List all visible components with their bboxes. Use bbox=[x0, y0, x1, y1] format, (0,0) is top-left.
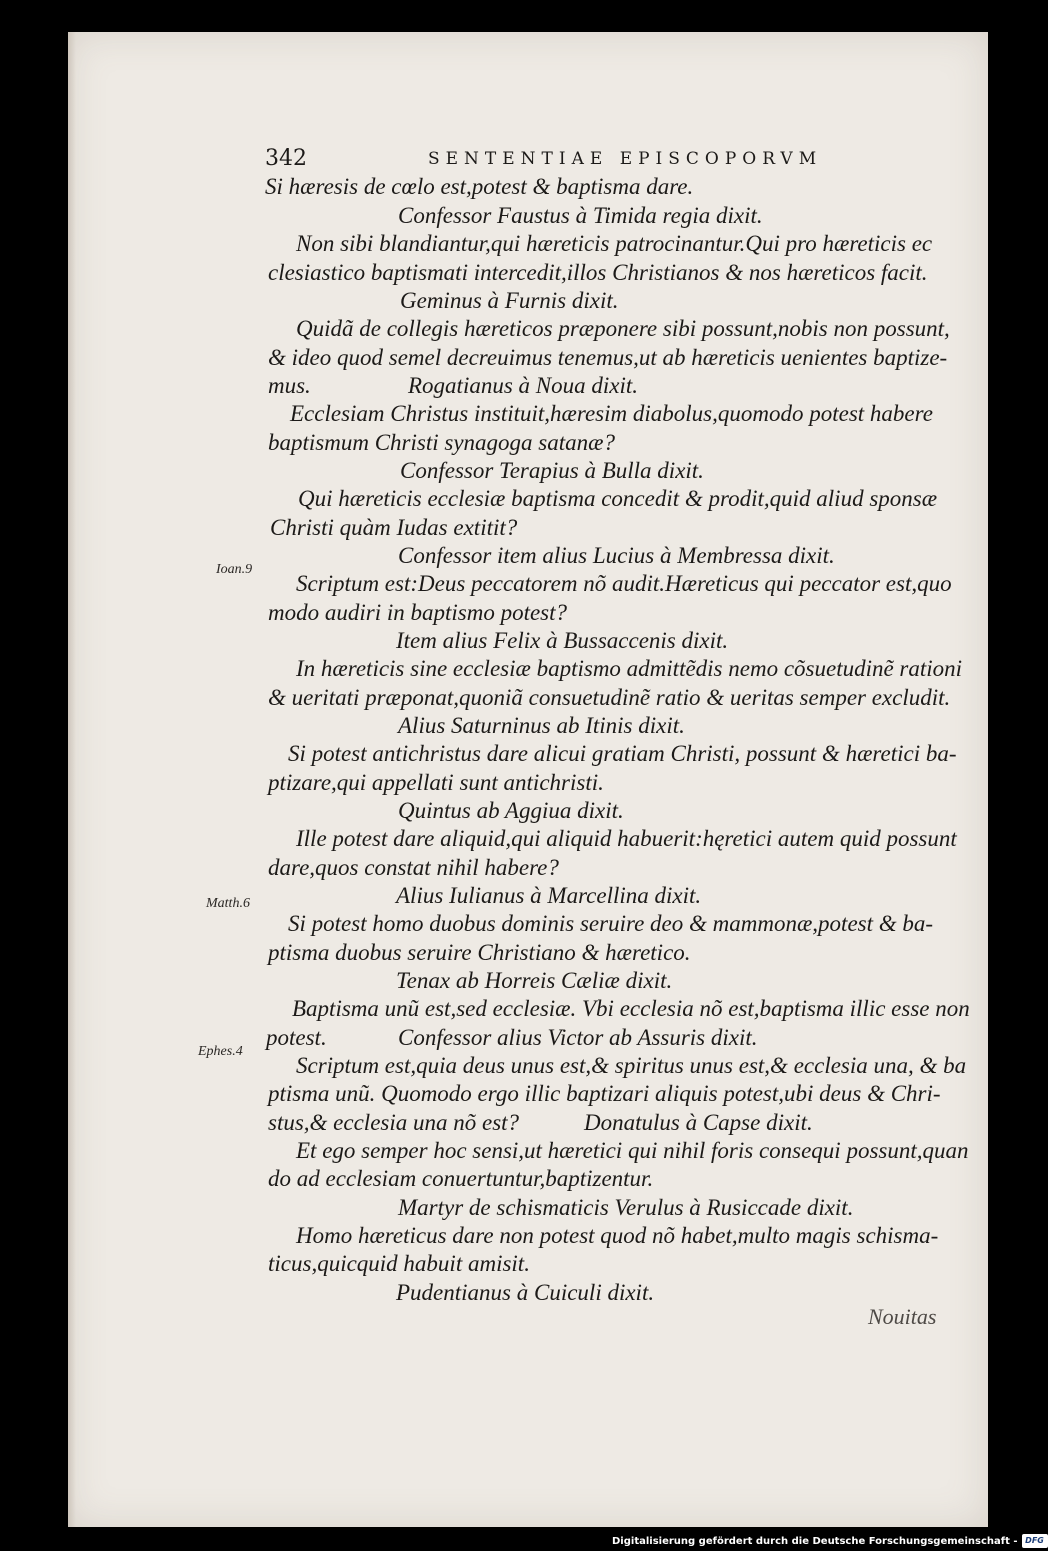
text-line: stus,& ecclesia una nõ est? bbox=[268, 1110, 520, 1135]
speaker-line: Tenax ab Horreis Cæliæ dixit. bbox=[396, 968, 673, 993]
text-line: In hæreticis sine ecclesiæ baptismo admittẽdis nemo cõsuetudinẽ rationi bbox=[296, 656, 963, 681]
text-line: ptizare,qui appellati sunt antichristi. bbox=[268, 770, 604, 795]
funding-text: Digitalisierung gefördert durch die Deutsche Forschungsgemeinschaft - bbox=[612, 1535, 1018, 1547]
text-line: Si hæresis de cœlo est,potest & baptisma dare. bbox=[265, 174, 694, 199]
speaker-line: Confessor alius Victor ab Assuris dixit. bbox=[398, 1025, 758, 1050]
speaker-line: Geminus à Furnis dixit. bbox=[400, 288, 619, 313]
text-line: baptismum Christi synagoga satanæ? bbox=[268, 430, 615, 455]
funding-footer bbox=[612, 1531, 1048, 1551]
text-line: Baptisma unũ est,sed ecclesiæ. Vbi ecclesia nõ est,baptisma illic esse non bbox=[292, 996, 970, 1021]
text-line: Non sibi blandiantur,qui hæreticis patrocinantur.Qui pro hæreticis ec bbox=[296, 231, 933, 256]
speaker-line: Confessor Terapius à Bulla dixit. bbox=[400, 458, 704, 483]
catchword: Nouitas bbox=[868, 1304, 937, 1329]
text-line: clesiastico baptismati intercedit,illos Christianos & nos hæreticos facit. bbox=[268, 260, 928, 285]
dfg-logo bbox=[1022, 1534, 1048, 1548]
speaker-line: Rogatianus à Noua dixit. bbox=[408, 373, 638, 398]
speaker-line: Pudentianus à Cuiculi dixit. bbox=[396, 1280, 655, 1305]
text-line: Et ego semper hoc sensi,ut hæretici qui nihil foris consequi possunt,quan bbox=[296, 1138, 969, 1163]
margin-note-ioan: Ioan.9 bbox=[216, 562, 253, 577]
text-line: Si potest homo duobus dominis seruire deo & mammonæ,potest & ba- bbox=[288, 911, 934, 936]
speaker-line: Donatulus à Capse dixit. bbox=[584, 1110, 813, 1135]
text-line: Homo hæreticus dare non potest quod nõ habet,multo magis schisma- bbox=[296, 1223, 939, 1248]
text-line: ptisma duobus seruire Christiano & hæretico. bbox=[268, 940, 691, 965]
speaker-line: Alius Iulianus à Marcellina dixit. bbox=[396, 883, 702, 908]
text-line: Quidã de collegis hæreticos præponere sibi possunt,nobis non possunt, bbox=[296, 316, 950, 341]
speaker-line: Confessor Faustus à Timida regia dixit. bbox=[398, 203, 763, 228]
margin-note-matth: Matth.6 bbox=[206, 896, 250, 911]
text-line: ticus,quicquid habuit amisit. bbox=[268, 1251, 530, 1276]
speaker-line: Confessor item alius Lucius à Membressa dixit. bbox=[398, 543, 835, 568]
text-line: Ille potest dare aliquid,qui aliquid habuerit:hęretici autem quid possunt bbox=[296, 826, 957, 851]
text-line: ptisma unũ. Quomodo ergo illic baptizari aliquis potest,ubi deus & Chri- bbox=[268, 1081, 941, 1106]
text-line: Scriptum est:Deus peccatorem nõ audit.Hæreticus qui peccator est,quo bbox=[296, 571, 952, 596]
speaker-line: Martyr de schismaticis Verulus à Rusiccade dixit. bbox=[398, 1195, 854, 1220]
dfg-logo-letters: DFG bbox=[1025, 1536, 1044, 1545]
text-line: modo audiri in baptismo potest? bbox=[268, 600, 568, 625]
speaker-line: Alius Saturninus ab Itinis dixit. bbox=[398, 713, 685, 738]
page-number: 342 bbox=[265, 146, 307, 171]
text-line: Si potest antichristus dare alicui gratiam Christi, possunt & hæretici ba- bbox=[288, 741, 957, 766]
text-line: Scriptum est,quia deus unus est,& spiritus unus est,& ecclesia una, & ba bbox=[296, 1053, 967, 1078]
speaker-line: Quintus ab Aggiua dixit. bbox=[398, 798, 624, 823]
text-line: & ideo quod semel decreuimus tenemus,ut ab hæreticis uenientes baptize- bbox=[268, 345, 948, 370]
margin-note-ephes: Ephes.4 bbox=[198, 1044, 243, 1059]
text-line: potest. bbox=[266, 1025, 327, 1050]
text-line: Qui hæreticis ecclesiæ baptisma concedit & prodit,quid aliud sponsæ bbox=[298, 486, 938, 511]
page-edge-shadow bbox=[68, 32, 76, 1527]
text-line: Christi quàm Iudas extitit? bbox=[270, 515, 518, 540]
text-line: & ueritati præponat,quoniã consuetudinẽ ratio & ueritas semper excludit. bbox=[268, 685, 951, 710]
text-line: Ecclesiam Christus instituit,hæresim diabolus,quomodo potest habere bbox=[290, 401, 933, 426]
running-title: SENTENTIAE EPISCOPORVM bbox=[428, 149, 823, 169]
text-line: do ad ecclesiam conuertuntur,baptizentur. bbox=[268, 1166, 654, 1191]
speaker-line: Item alius Felix à Bussaccenis dixit. bbox=[396, 628, 729, 653]
text-line: dare,quos constat nihil habere? bbox=[268, 855, 559, 880]
text-line: mus. bbox=[268, 373, 311, 398]
